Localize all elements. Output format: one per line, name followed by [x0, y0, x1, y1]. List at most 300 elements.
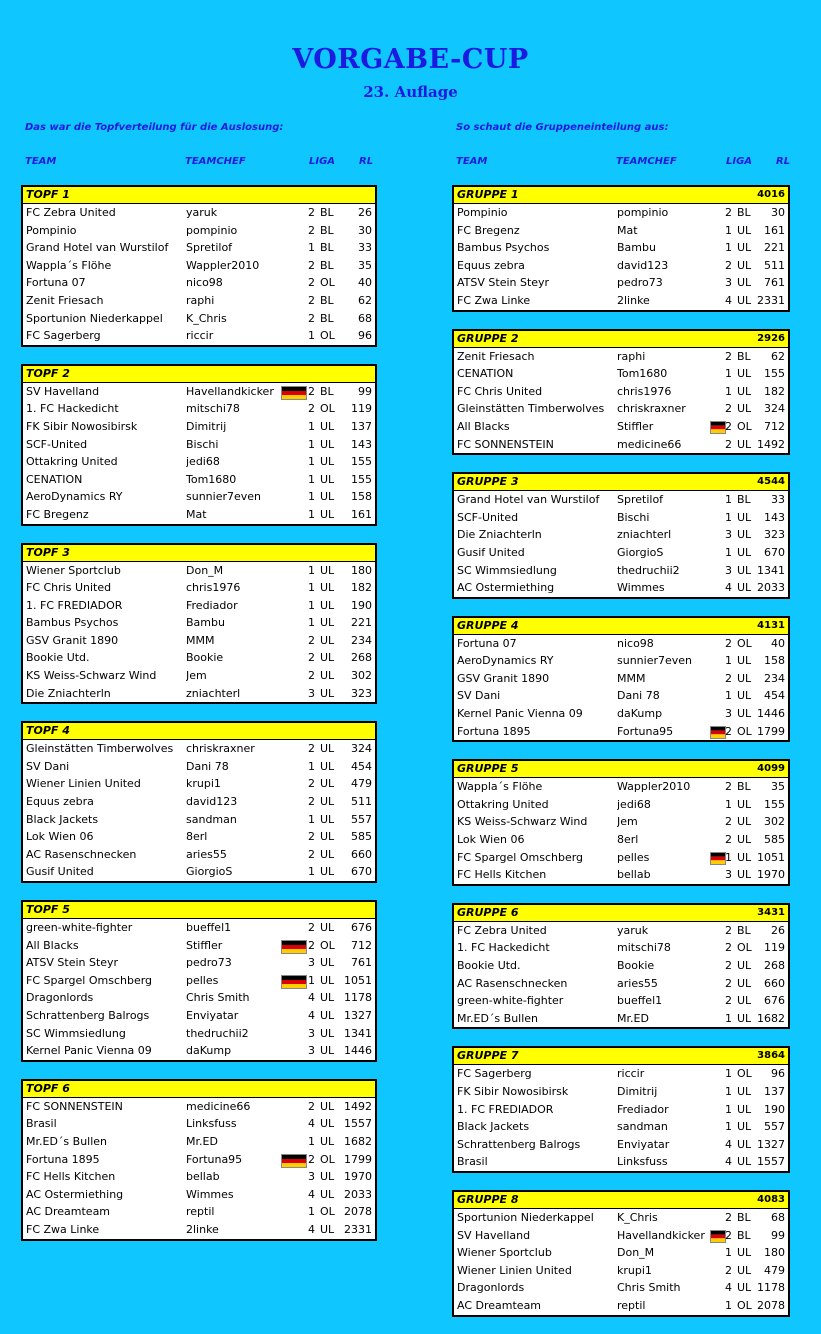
team-name: Ottakring United: [26, 455, 118, 469]
table-row: [454, 562, 788, 580]
table-row: [23, 1098, 375, 1116]
table-row: [23, 667, 375, 685]
team-name: SV Havelland: [457, 1228, 531, 1242]
ranking-value: 323: [351, 686, 372, 700]
table-row: [23, 775, 375, 793]
ranking-value: 68: [358, 311, 372, 325]
team-chef: MMM: [186, 633, 215, 647]
league-type: UL: [320, 598, 335, 612]
ranking-value: 62: [358, 293, 372, 307]
team-chef: Wappler2010: [617, 780, 691, 794]
team-name: FC SONNENSTEIN: [457, 437, 554, 451]
team-name: Bambus Psychos: [457, 241, 550, 255]
league-level: 3: [725, 563, 732, 577]
team-name: AC Ostermiething: [457, 581, 555, 595]
team-chef: riccir: [617, 1067, 645, 1081]
team-name: Zenit Friesach: [26, 293, 104, 307]
table-row: [454, 204, 788, 222]
team-name: Kernel Panic Vienna 09: [26, 1044, 152, 1058]
league-level: 3: [308, 1026, 315, 1040]
ranking-value: 1970: [757, 868, 785, 882]
league-level: 3: [725, 868, 732, 882]
table-row: [23, 989, 375, 1007]
team-chef: pelles: [186, 973, 219, 987]
ranking-value: 1557: [757, 1155, 785, 1169]
league-type: UL: [737, 402, 752, 416]
league-type: OL: [737, 636, 752, 650]
team-chef: Linksfuss: [186, 1117, 237, 1131]
league-level: 4: [308, 1187, 315, 1201]
team-chef: Mat: [186, 507, 207, 521]
team-name: SC Wimmsiedlung: [457, 563, 557, 577]
team-name: green-white-fighter: [26, 921, 133, 934]
table-row: [23, 846, 375, 864]
table-row: [23, 204, 375, 222]
ranking-value: 26: [771, 923, 785, 937]
team-name: FK Sibir Nowosibirsk: [26, 419, 138, 433]
team-name: Black Jackets: [457, 1120, 530, 1134]
ranking-value: 119: [764, 941, 785, 955]
group-total: 4083: [757, 1193, 785, 1205]
group-header: [454, 905, 788, 922]
table-row: [454, 579, 788, 597]
league-level: 1: [308, 419, 315, 433]
group-header: [454, 1048, 788, 1065]
table-row: [23, 758, 375, 776]
ranking-value: 2331: [344, 1222, 372, 1236]
table-row: [454, 509, 788, 527]
team-name: Wiener Linien United: [26, 777, 141, 791]
col-team: TEAM: [25, 156, 57, 167]
league-level: 1: [308, 490, 315, 504]
league-type: UL: [737, 707, 752, 721]
league-type: UL: [320, 865, 335, 879]
ranking-value: 40: [771, 636, 785, 650]
league-level: 1: [308, 472, 315, 486]
team-name: Wappla´s Flöhe: [457, 780, 543, 794]
col-rl: RL: [776, 156, 791, 167]
team-chef: GiorgioS: [617, 545, 664, 559]
ranking-value: 479: [764, 1263, 785, 1277]
league-type: OL: [320, 1205, 335, 1219]
league-level: 2: [725, 636, 732, 650]
ranking-value: 30: [771, 206, 785, 219]
table-row: [454, 239, 788, 257]
team-name: Mr.ED´s Bullen: [457, 1011, 539, 1025]
ranking-value: 1051: [344, 973, 372, 987]
team-chef: yaruk: [186, 206, 218, 219]
league-type: OL: [320, 276, 335, 290]
league-level: 1: [725, 850, 732, 864]
table-row: [454, 687, 788, 705]
table-row: [454, 723, 788, 741]
league-type: UL: [320, 437, 335, 451]
team-chef: Havellandkicker: [617, 1228, 705, 1242]
group-table: [452, 903, 790, 1030]
ranking-value: 712: [764, 419, 785, 433]
ranking-value: 761: [351, 956, 372, 970]
ranking-value: 99: [358, 384, 372, 398]
league-type: UL: [737, 510, 752, 524]
ranking-value: 143: [764, 510, 785, 524]
ranking-value: 180: [351, 563, 372, 577]
ranking-value: 1492: [757, 437, 785, 451]
col-liga: LIGA: [309, 156, 336, 167]
team-name: Gleinstätten Timberwolves: [457, 402, 605, 416]
league-level: 3: [308, 686, 315, 700]
team-chef: MMM: [617, 671, 646, 685]
team-name: Kernel Panic Vienna 09: [457, 707, 583, 721]
group-name: GRUPPE 8: [457, 1192, 519, 1206]
table-row: [454, 831, 788, 849]
table-row: [454, 526, 788, 544]
table-row: [23, 383, 375, 401]
league-type: BL: [320, 241, 334, 255]
league-type: UL: [320, 633, 335, 647]
team-chef: Bookie: [617, 959, 655, 972]
ranking-value: 511: [351, 795, 372, 809]
team-chef: daKump: [617, 707, 663, 721]
ranking-value: 1557: [344, 1117, 372, 1131]
league-type: UL: [737, 689, 752, 703]
league-type: UL: [320, 830, 335, 844]
pot-header: [23, 366, 375, 383]
team-chef: Tom1680: [186, 472, 237, 486]
team-name: Sportunion Niederkappel: [457, 1210, 594, 1224]
league-level: 3: [725, 276, 732, 290]
league-level: 1: [308, 616, 315, 630]
team-chef: krupi1: [617, 1263, 652, 1277]
league-level: 2: [308, 1099, 315, 1113]
league-level: 1: [308, 329, 315, 343]
team-name: FC Zebra United: [26, 206, 116, 219]
ranking-value: 221: [351, 616, 372, 630]
ranking-value: 190: [351, 598, 372, 612]
team-name: Fortuna 1895: [457, 724, 531, 738]
groups-heading: So schaut die Gruppeneinteilung aus:: [456, 122, 669, 133]
ranking-value: 585: [351, 830, 372, 844]
league-type: OL: [737, 419, 752, 433]
team-chef: sunnier7even: [186, 490, 262, 504]
col-liga: LIGA: [726, 156, 753, 167]
league-level: 1: [308, 241, 315, 255]
league-level: 2: [308, 938, 315, 952]
league-level: 4: [308, 1008, 315, 1022]
team-chef: Don_M: [617, 1246, 655, 1260]
league-type: UL: [737, 223, 752, 237]
group-table: [452, 329, 790, 456]
table-row: [454, 670, 788, 688]
league-type: BL: [320, 258, 334, 272]
team-name: FC Bregenz: [26, 507, 89, 521]
table-row: [23, 614, 375, 632]
group-header: [454, 761, 788, 778]
group-header: [454, 187, 788, 204]
team-chef: Dimitrij: [617, 1084, 658, 1098]
team-chef: Fortuna95: [186, 1152, 243, 1166]
league-level: 4: [725, 581, 732, 595]
league-level: 2: [308, 777, 315, 791]
ranking-value: 2078: [757, 1298, 785, 1312]
league-level: 1: [308, 563, 315, 577]
ranking-value: 119: [351, 402, 372, 416]
league-type: BL: [320, 384, 334, 398]
table-row: [454, 796, 788, 814]
team-chef: pedro73: [186, 956, 232, 970]
league-type: UL: [737, 581, 752, 595]
league-level: 3: [308, 1170, 315, 1184]
team-name: Black Jackets: [26, 812, 99, 826]
table-row: [454, 635, 788, 653]
team-chef: sandman: [617, 1120, 668, 1134]
team-name: ATSV Stein Steyr: [26, 956, 119, 970]
ranking-value: 2033: [757, 581, 785, 595]
page-subtitle: 23. Auflage: [363, 83, 458, 101]
team-name: Gleinstätten Timberwolves: [26, 742, 174, 756]
league-level: 1: [725, 510, 732, 524]
league-level: 3: [308, 1044, 315, 1058]
group-table: [452, 472, 790, 599]
group-header: [454, 1192, 788, 1209]
league-level: 1: [308, 581, 315, 595]
table-row: [23, 1115, 375, 1133]
group-name: GRUPPE 4: [457, 618, 519, 632]
table-row: [454, 992, 788, 1010]
ranking-value: 1446: [757, 707, 785, 721]
ranking-value: 712: [351, 938, 372, 952]
ranking-value: 161: [351, 507, 372, 521]
table-row: [23, 418, 375, 436]
league-level: 2: [308, 633, 315, 647]
team-chef: reptil: [617, 1298, 646, 1312]
team-name: CENATION: [457, 367, 514, 381]
pot-table: [21, 543, 377, 705]
group-total: 3864: [757, 1050, 785, 1062]
team-chef: pedro73: [617, 276, 663, 290]
team-chef: 2linke: [617, 293, 650, 307]
league-level: 4: [725, 293, 732, 307]
pot-header: [23, 723, 375, 740]
table-row: [23, 436, 375, 454]
ranking-value: 1799: [344, 1152, 372, 1166]
ranking-value: 182: [764, 384, 785, 398]
team-name: Pompinio: [26, 223, 77, 237]
col-rl: RL: [359, 156, 374, 167]
table-row: [454, 544, 788, 562]
league-level: 2: [308, 206, 315, 219]
league-type: UL: [737, 367, 752, 381]
team-chef: sunnier7even: [617, 654, 693, 668]
group-table: [452, 759, 790, 886]
table-row: [454, 957, 788, 975]
table-row: [23, 239, 375, 257]
ranking-value: 1178: [344, 991, 372, 1005]
league-type: BL: [737, 780, 751, 794]
league-type: UL: [737, 797, 752, 811]
team-name: FC Hells Kitchen: [457, 868, 547, 882]
table-row: [23, 400, 375, 418]
table-row: [454, 222, 788, 240]
ranking-value: 1341: [757, 563, 785, 577]
league-level: 4: [308, 1117, 315, 1131]
team-chef: Mat: [617, 223, 638, 237]
table-row: [454, 1136, 788, 1154]
team-name: GSV Granit 1890: [26, 633, 119, 647]
ranking-value: 155: [351, 472, 372, 486]
league-type: UL: [320, 1117, 335, 1131]
league-type: UL: [737, 850, 752, 864]
team-name: Die Zniachterln: [457, 528, 542, 542]
group-total: 4544: [757, 476, 785, 488]
group-total: 4099: [757, 763, 785, 775]
league-type: UL: [737, 654, 752, 668]
team-chef: reptil: [186, 1205, 215, 1219]
team-chef: sandman: [186, 812, 237, 826]
table-row: [454, 1244, 788, 1262]
group-total: 2926: [757, 332, 785, 344]
team-name: KS Weiss-Schwarz Wind: [26, 669, 157, 683]
league-level: 2: [308, 311, 315, 325]
team-chef: Wappler2010: [186, 258, 260, 272]
team-chef: david123: [186, 795, 238, 809]
pot-header: [23, 187, 375, 204]
ranking-value: 1446: [344, 1044, 372, 1058]
league-type: UL: [320, 651, 335, 665]
table-row: [454, 1262, 788, 1280]
league-type: UL: [320, 1099, 335, 1113]
league-level: 4: [725, 1281, 732, 1295]
team-name: Zenit Friesach: [457, 349, 535, 363]
league-type: OL: [737, 724, 752, 738]
pot-name: TOPF 3: [26, 545, 70, 559]
league-level: 1: [725, 1084, 732, 1098]
league-type: OL: [737, 1298, 752, 1312]
league-level: 2: [725, 833, 732, 847]
league-type: UL: [320, 472, 335, 486]
ranking-value: 324: [764, 402, 785, 416]
league-type: UL: [737, 1137, 752, 1151]
pot-header: [23, 1081, 375, 1098]
team-name: Fortuna 07: [457, 636, 517, 650]
league-type: UL: [320, 1026, 335, 1040]
league-level: 2: [725, 976, 732, 990]
team-name: Wappla´s Flöhe: [26, 258, 112, 272]
league-type: BL: [320, 206, 334, 219]
team-chef: Frediador: [186, 598, 238, 612]
league-level: 1: [725, 384, 732, 398]
ranking-value: 670: [351, 865, 372, 879]
team-name: Gusif United: [457, 545, 525, 559]
table-row: [454, 866, 788, 884]
table-row: [454, 1083, 788, 1101]
league-type: BL: [737, 1228, 751, 1242]
league-level: 1: [308, 507, 315, 521]
league-type: UL: [737, 1011, 752, 1025]
team-chef: Bischi: [186, 437, 219, 451]
ranking-value: 323: [764, 528, 785, 542]
league-type: BL: [737, 493, 751, 507]
league-type: BL: [320, 293, 334, 307]
pot-table: [21, 721, 377, 883]
league-type: UL: [737, 1102, 752, 1116]
table-row: [23, 649, 375, 667]
team-chef: bellab: [617, 868, 651, 882]
table-row: [454, 1065, 788, 1083]
pot-table: [21, 900, 377, 1062]
team-name: SC Wimmsiedlung: [26, 1026, 126, 1040]
table-row: [454, 257, 788, 275]
ranking-value: 68: [771, 1210, 785, 1224]
league-level: 1: [308, 1134, 315, 1148]
league-level: 2: [308, 402, 315, 416]
team-name: 1. FC Hackedicht: [457, 941, 550, 955]
team-name: Ottakring United: [457, 797, 549, 811]
ranking-value: 324: [351, 742, 372, 756]
table-row: [23, 828, 375, 846]
team-name: Wiener Sportclub: [457, 1246, 552, 1260]
team-name: KS Weiss-Schwarz Wind: [457, 815, 588, 829]
ranking-value: 302: [351, 669, 372, 683]
league-type: UL: [737, 563, 752, 577]
ranking-value: 62: [771, 349, 785, 363]
league-type: UL: [320, 812, 335, 826]
league-type: UL: [320, 795, 335, 809]
team-name: Equus zebra: [457, 258, 525, 272]
league-level: 4: [308, 1222, 315, 1236]
league-type: OL: [320, 402, 335, 416]
team-name: Bambus Psychos: [26, 616, 119, 630]
league-type: UL: [320, 686, 335, 700]
team-name: SV Havelland: [26, 384, 100, 398]
league-type: UL: [320, 455, 335, 469]
pot-table: [21, 364, 377, 526]
league-type: UL: [737, 437, 752, 451]
league-type: UL: [320, 921, 335, 934]
team-chef: chriskraxner: [617, 402, 686, 416]
league-type: UL: [320, 1134, 335, 1148]
ranking-value: 234: [764, 671, 785, 685]
team-name: All Blacks: [26, 938, 79, 952]
team-chef: bellab: [186, 1170, 220, 1184]
team-name: CENATION: [26, 472, 83, 486]
league-level: 1: [308, 455, 315, 469]
team-chef: Dani 78: [617, 689, 660, 703]
table-row: [454, 418, 788, 436]
team-chef: Mr.ED: [186, 1134, 218, 1148]
team-name: AeroDynamics RY: [26, 490, 123, 504]
team-chef: Mr.ED: [617, 1011, 649, 1025]
league-type: BL: [320, 223, 334, 237]
team-chef: jedi68: [186, 455, 220, 469]
team-chef: bueffel1: [617, 994, 663, 1008]
table-row: [23, 972, 375, 990]
league-level: 1: [308, 437, 315, 451]
team-name: 1. FC Hackedicht: [26, 402, 119, 416]
league-type: UL: [737, 1084, 752, 1098]
league-level: 2: [308, 830, 315, 844]
league-type: UL: [737, 815, 752, 829]
league-type: UL: [737, 1263, 752, 1277]
team-chef: Stiffler: [617, 419, 654, 433]
team-chef: daKump: [186, 1044, 232, 1058]
league-type: UL: [737, 293, 752, 307]
col-teamchef: TEAMCHEF: [185, 156, 246, 167]
league-type: UL: [320, 973, 335, 987]
team-chef: jedi68: [617, 797, 651, 811]
table-row: [454, 1118, 788, 1136]
team-name: FC Spargel Omschberg: [26, 973, 153, 987]
league-type: UL: [320, 759, 335, 773]
